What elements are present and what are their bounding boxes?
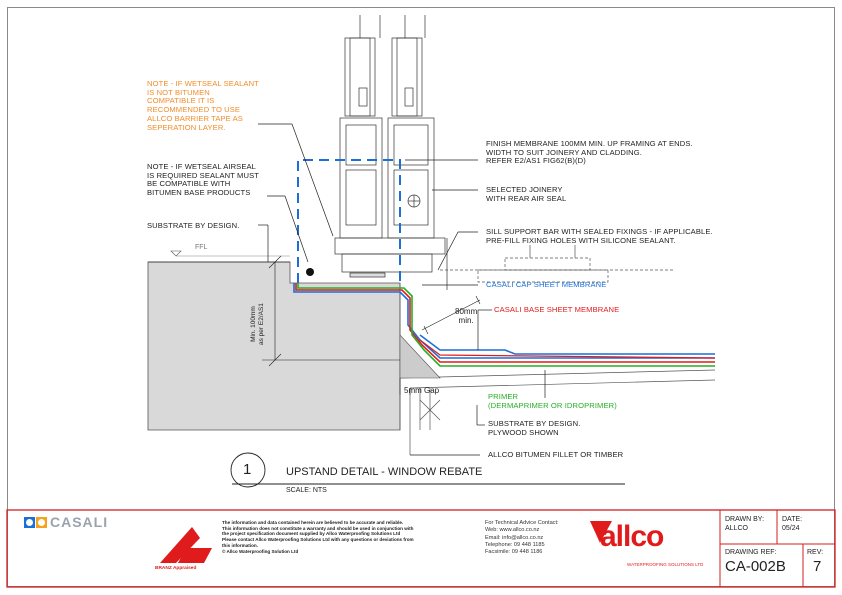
finish-membrane-outline	[298, 160, 400, 283]
date-label: DATE:	[782, 516, 803, 523]
window-joinery	[335, 15, 447, 290]
detail-scale: SCALE: NTS	[286, 487, 327, 494]
fillet-label: ALLCO BITUMEN FILLET OR TIMBER	[488, 450, 624, 459]
sealant-dot	[306, 268, 314, 276]
drawing-ref-label: DRAWING REF:	[725, 549, 777, 556]
allco-tagline: WATERPROOFING SOLUTIONS LTD	[627, 562, 704, 567]
branz-label: BRANZ Appraised	[155, 566, 197, 571]
finish-membrane-label: FINISH MEMBRANE 100MM MIN. UP FRAMING AT ENDS. WIDTH TO SUIT JOINERY AND CLADDING. REFER E2/AS1 FIG62(B)(D)	[486, 139, 693, 166]
disclaimer-text: The information and data contained herein are believed to be accurate and reliable. This information does not constitute a warranty and should be used in conjunction with the project specification document supplied by Allco Waterproofing Solutions Ltd Please contact Allco Waterproofing Solutions Ltd with any questions or deviations from this information. © Allco Waterproofing Solution Ltd	[222, 520, 414, 554]
date-value: 05/24	[782, 525, 800, 532]
drawn-by-label: DRAWN BY:	[725, 516, 765, 523]
min-100-label: Min. 100mm as per E2/AS1	[250, 303, 265, 345]
casali-logo-text: CASALI	[50, 514, 109, 530]
branz-logo-icon	[160, 527, 212, 563]
sealant-note: NOTE - IF WETSEAL SEALANT IS NOT BITUMEN COMPATIBLE IT IS RECOMMENDED TO USE ALLCO BARRIER TAPE AS SEPERATION LAYER.	[147, 79, 259, 132]
cap-sheet-label: CASALI CAP SHEET MEMBRANE	[486, 280, 607, 289]
allco-logo-text: allco	[600, 520, 664, 553]
primer-label: PRIMER (DERMAPRIMER OR IDROPRIMER)	[488, 392, 617, 410]
title-block-frame	[7, 510, 835, 587]
detail-number: 1	[243, 461, 252, 478]
drawn-by-value: ALLCO	[725, 525, 748, 532]
ffl-label: FFL	[195, 244, 208, 251]
airseal-note: NOTE - IF WETSEAL AIRSEAL IS REQUIRED SEALANT MUST BE COMPATIBLE WITH BITUMEN BASE PRODUCTS	[147, 162, 259, 198]
joinery-label: SELECTED JOINERY WITH REAR AIR SEAL	[486, 185, 567, 203]
substrate-top-label: SUBSTRATE BY DESIGN.	[147, 221, 240, 230]
drawing-ref-value: CA-002B	[725, 558, 786, 575]
contact-text: For Technical Advice Contact: Web: www.allco.co.nz Email: info@allco.co.nz Telephone: 09 448 1185 Facsimile: 09 448 1186	[485, 520, 559, 556]
base-sheet-label: CASALI BASE SHEET MEMBRANE	[494, 305, 620, 314]
substrate-bottom-label: SUBSTRATE BY DESIGN. PLYWOOD SHOWN	[488, 419, 581, 437]
rev-value: 7	[813, 558, 822, 575]
min-80-label: 80mm min.	[455, 307, 478, 326]
gap-label: 5mm Gap	[404, 386, 440, 395]
casali-logo-icon	[24, 517, 47, 528]
rev-label: REV:	[807, 549, 824, 556]
detail-title: UPSTAND DETAIL - WINDOW REBATE	[286, 466, 483, 478]
sill-support-label: SILL SUPPORT BAR WITH SEALED FIXINGS - IF APPLICABLE. PRE-FILL FIXING HOLES WITH SILICONE SEALANT.	[486, 227, 713, 245]
